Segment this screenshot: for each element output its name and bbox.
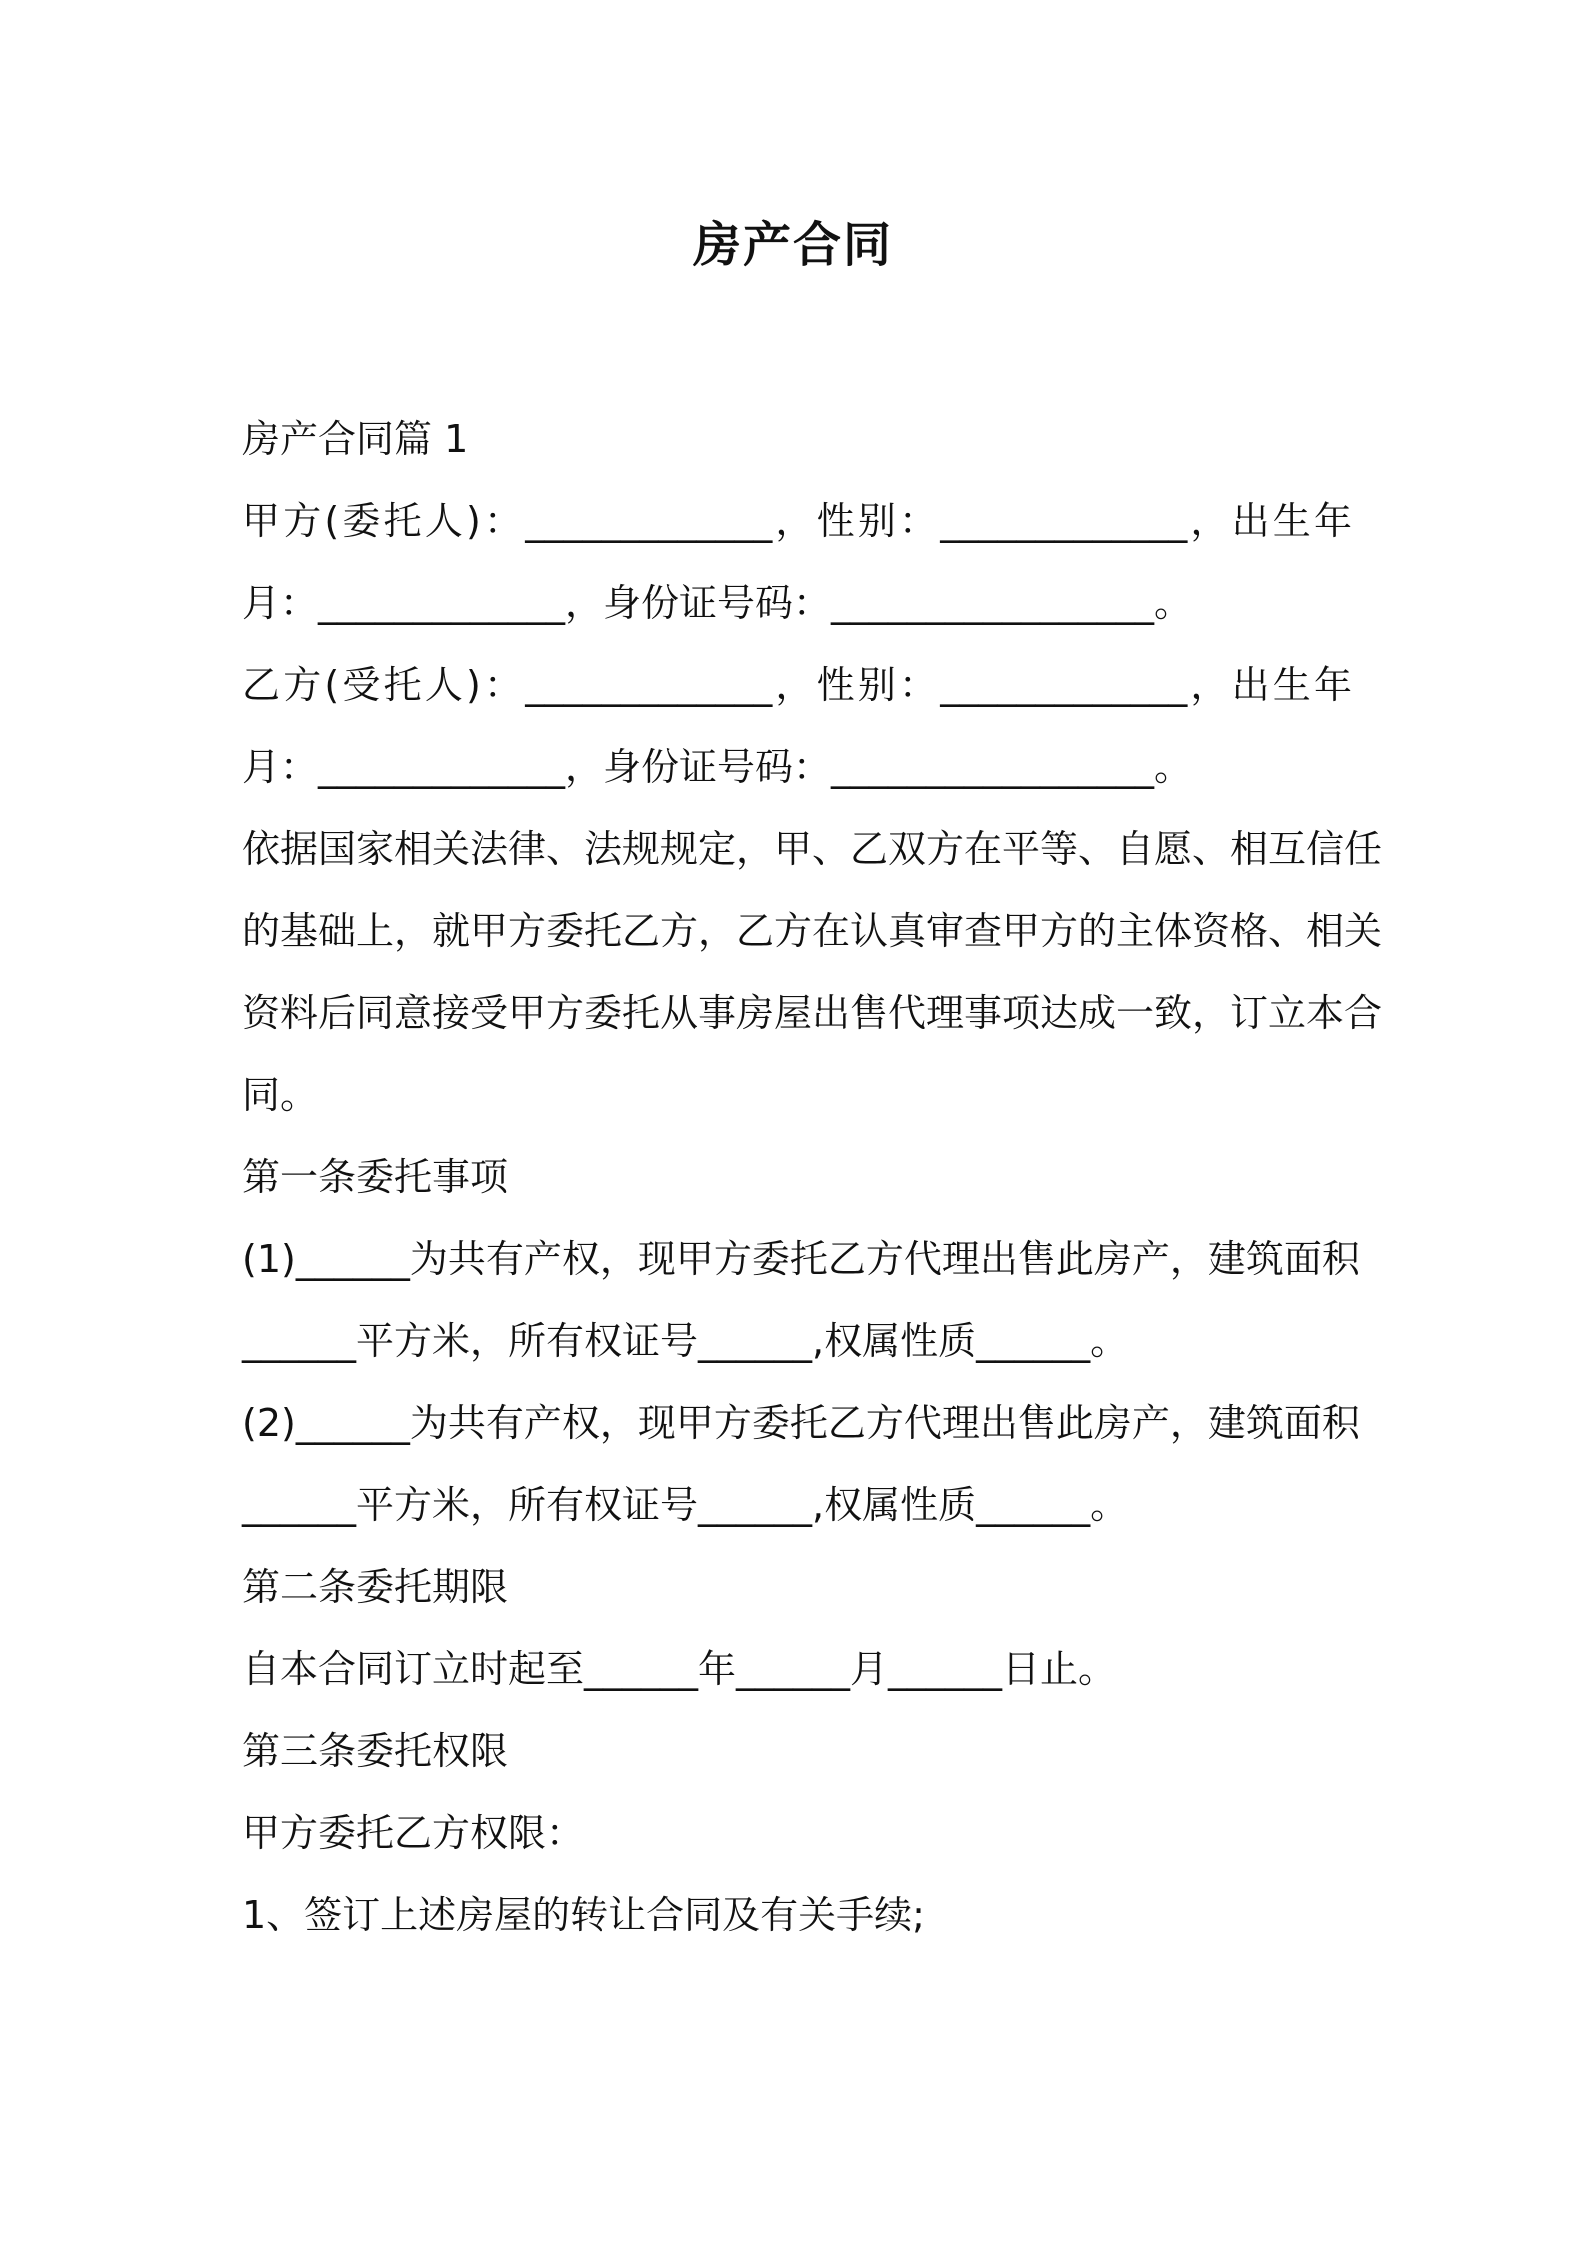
- article-1-item-1-line-2: ______平方米，所有权证号______,权属性质______。: [242, 1319, 1129, 1363]
- document-title: 房产合同: [692, 217, 893, 273]
- party-b-line-1: 乙方(受托人)：_____________，性别：_____________，出生年: [242, 663, 1352, 707]
- section-heading-part-1: 房产合同篇 1: [242, 417, 469, 461]
- article-3-intro: 甲方委托乙方权限：: [242, 1811, 585, 1855]
- article-1-heading: 第一条委托事项: [242, 1155, 509, 1199]
- preamble-line-3: 资料后同意接受甲方委托从事房屋出售代理事项达成一致，订立本合: [242, 991, 1383, 1035]
- preamble-line-4: 同。: [242, 1073, 319, 1117]
- document-body: [242, 398, 1383, 1956]
- article-1-item-2-line-1: (2)______为共有产权，现甲方委托乙方代理出售此房产，建筑面积: [242, 1401, 1360, 1445]
- party-b-line-2: 月：_____________，身份证号码：_________________。: [242, 745, 1193, 789]
- party-a-line-2: 月：_____________，身份证号码：_________________。: [242, 581, 1193, 625]
- article-1-item-1-line-1: (1)______为共有产权，现甲方委托乙方代理出售此房产，建筑面积: [242, 1237, 1360, 1281]
- preamble-line-1: 依据国家相关法律、法规规定，甲、乙双方在平等、自愿、相互信任: [242, 827, 1383, 871]
- article-2-heading: 第二条委托期限: [242, 1565, 509, 1609]
- article-1-item-2-line-2: ______平方米，所有权证号______,权属性质______。: [242, 1483, 1129, 1527]
- party-a-line-1: 甲方(委托人)：_____________，性别：_____________，出生年: [242, 499, 1352, 543]
- article-2-text: 自本合同订立时起至______年______月______日止。: [242, 1647, 1117, 1691]
- article-3-heading: 第三条委托权限: [242, 1729, 509, 1773]
- article-3-item-1: 1、签订上述房屋的转让合同及有关手续;: [242, 1893, 925, 1937]
- preamble-line-2: 的基础上，就甲方委托乙方，乙方在认真审查甲方的主体资格、相关: [242, 909, 1383, 953]
